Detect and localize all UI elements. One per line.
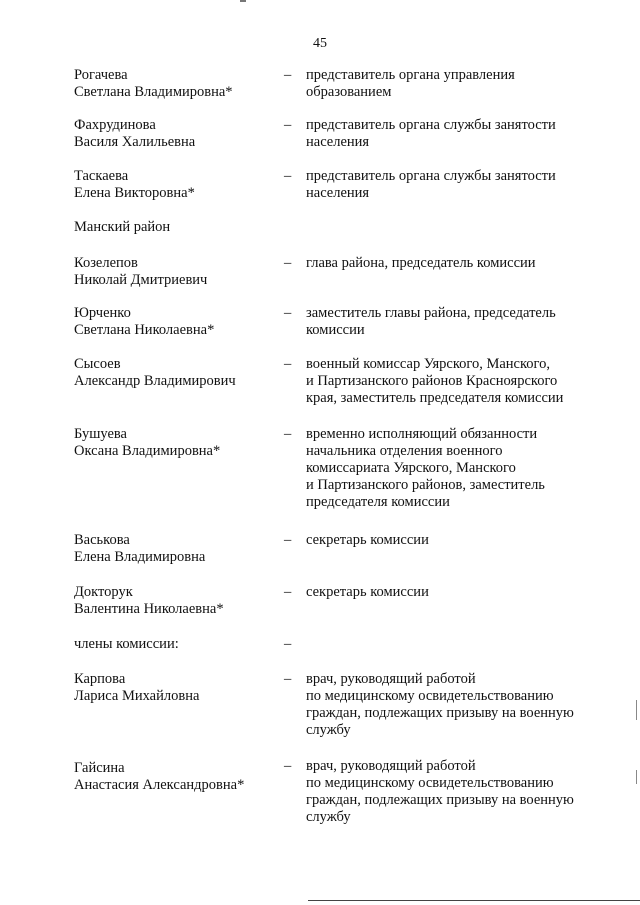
dash: – bbox=[284, 305, 292, 321]
role-line: представитель органа управления bbox=[306, 67, 515, 83]
member-name bbox=[74, 255, 274, 289]
dash: – bbox=[284, 636, 292, 652]
given-names: Александр Владимирович bbox=[74, 373, 236, 389]
surname: Козелепов bbox=[74, 255, 138, 271]
member-role bbox=[306, 67, 606, 101]
scan-artifact bbox=[636, 770, 637, 784]
member-name bbox=[74, 67, 274, 101]
given-names: Николай Дмитриевич bbox=[74, 272, 208, 288]
scan-artifact bbox=[240, 0, 246, 2]
member-role bbox=[306, 117, 606, 151]
member-role bbox=[306, 584, 606, 601]
surname: Фахрудинова bbox=[74, 117, 156, 133]
member-role bbox=[306, 305, 606, 339]
given-names: Светлана Николаевна* bbox=[74, 322, 215, 338]
role-line: председателя комиссии bbox=[306, 494, 450, 510]
member-role bbox=[306, 356, 606, 407]
member-name bbox=[74, 760, 274, 794]
member-role bbox=[306, 426, 606, 511]
role-line: граждан, подлежащих призыву на военную bbox=[306, 705, 574, 721]
member-name bbox=[74, 532, 274, 566]
district-heading: Манский район bbox=[74, 219, 171, 235]
member-role bbox=[306, 758, 606, 826]
surname: Таскаева bbox=[74, 168, 129, 184]
given-names: Анастасия Александровна* bbox=[74, 777, 245, 793]
role-line: службу bbox=[306, 809, 351, 825]
bottom-rule bbox=[308, 900, 640, 901]
member-role bbox=[306, 168, 606, 202]
dash: – bbox=[284, 255, 292, 271]
given-names: Лариса Михайловна bbox=[74, 688, 200, 704]
dash: – bbox=[284, 532, 292, 548]
given-names: Оксана Владимировна* bbox=[74, 443, 221, 459]
role-line: службу bbox=[306, 722, 351, 738]
dash: – bbox=[284, 117, 292, 133]
role-line: по медицинскому освидетельствованию bbox=[306, 775, 554, 791]
given-names: Василя Халильевна bbox=[74, 134, 196, 150]
role-line: по медицинскому освидетельствованию bbox=[306, 688, 554, 704]
role-line: комиссариата Уярского, Манского bbox=[306, 460, 516, 476]
member-role bbox=[306, 532, 606, 549]
member-role bbox=[306, 671, 606, 739]
dash: – bbox=[284, 584, 292, 600]
role-line: и Партизанского районов Красноярского bbox=[306, 373, 558, 389]
role-line: глава района, председатель комиссии bbox=[306, 255, 536, 271]
dash: – bbox=[284, 168, 292, 184]
role-line: временно исполняющий обязанности bbox=[306, 426, 538, 442]
role-line: образованием bbox=[306, 84, 392, 100]
member-role bbox=[306, 255, 606, 272]
role-line: секретарь комиссии bbox=[306, 532, 429, 548]
surname: Сысоев bbox=[74, 356, 121, 372]
role-line: врач, руководящий работой bbox=[306, 758, 476, 774]
given-names: Светлана Владимировна* bbox=[74, 84, 233, 100]
role-line: граждан, подлежащих призыву на военную bbox=[306, 792, 574, 808]
dash: – bbox=[284, 426, 292, 442]
surname: Васькова bbox=[74, 532, 130, 548]
role-line: начальника отделения военного bbox=[306, 443, 503, 459]
role-line: комиссии bbox=[306, 322, 365, 338]
surname: Юрченко bbox=[74, 305, 131, 321]
role-line: населения bbox=[306, 185, 370, 201]
surname: Гайсина bbox=[74, 760, 125, 776]
member-name bbox=[74, 168, 274, 202]
member-name bbox=[74, 426, 274, 460]
role-line: представитель органа службы занятости bbox=[306, 117, 556, 133]
page-number: 45 bbox=[313, 36, 327, 51]
surname: Рогачева bbox=[74, 67, 128, 83]
member-name bbox=[74, 671, 274, 705]
scan-artifact bbox=[636, 700, 637, 720]
surname: Докторук bbox=[74, 584, 133, 600]
member-name bbox=[74, 584, 274, 618]
given-names: Елена Владимировна bbox=[74, 549, 206, 565]
role-line: представитель органа службы занятости bbox=[306, 168, 556, 184]
role-line: секретарь комиссии bbox=[306, 584, 429, 600]
dash: – bbox=[284, 758, 292, 774]
role-line: врач, руководящий работой bbox=[306, 671, 476, 687]
role-line: края, заместитель председателя комиссии bbox=[306, 390, 564, 406]
member-name bbox=[74, 117, 274, 151]
surname: Карпова bbox=[74, 671, 126, 687]
members-heading: члены комиссии: bbox=[74, 636, 179, 652]
member-name bbox=[74, 305, 274, 339]
role-line: населения bbox=[306, 134, 370, 150]
dash: – bbox=[284, 671, 292, 687]
role-line: и Партизанского районов, заместитель bbox=[306, 477, 545, 493]
dash: – bbox=[284, 356, 292, 372]
role-line: военный комиссар Уярского, Манского, bbox=[306, 356, 551, 372]
given-names: Валентина Николаевна* bbox=[74, 601, 224, 617]
given-names: Елена Викторовна* bbox=[74, 185, 195, 201]
member-name bbox=[74, 356, 274, 390]
dash: – bbox=[284, 67, 292, 83]
surname: Бушуева bbox=[74, 426, 127, 442]
role-line: заместитель главы района, председатель bbox=[306, 305, 556, 321]
